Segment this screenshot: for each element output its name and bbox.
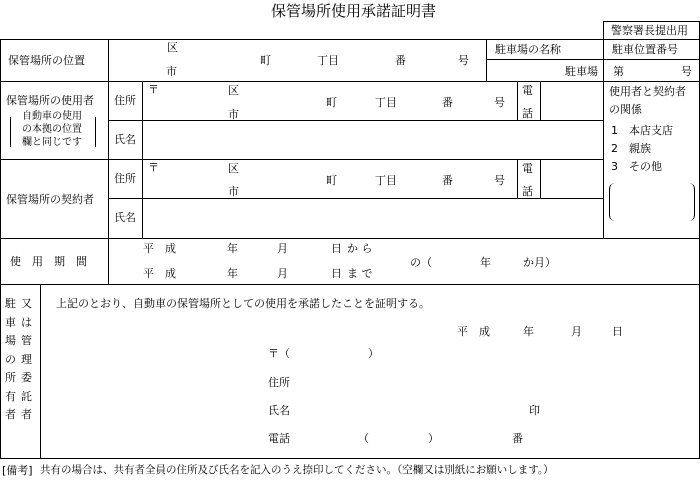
contractor-ku: 区 [228, 162, 239, 175]
parking-pos-label: 駐車位置番号 [612, 43, 678, 56]
certifier-name-label: 氏名 [268, 404, 290, 417]
parking-lot-label: 駐車場 [565, 65, 598, 78]
location-ku: 区 [167, 41, 178, 54]
period-from-nen: 年 [227, 242, 238, 255]
period-to-nen: 年 [227, 267, 238, 280]
certifier-phone-close: ） [428, 432, 439, 445]
remarks-label: [備考] [2, 464, 33, 477]
period-to-tsuki: 月 [277, 267, 288, 280]
parking-name-label: 駐車場の名称 [495, 43, 561, 56]
contractor-name-label: 氏名 [114, 211, 136, 224]
user-note-line1: 自動車の使用 [22, 111, 82, 122]
period-from-suffix: か ら [347, 242, 373, 255]
contractor-label: 保管場所の契約者 [6, 193, 94, 206]
contractor-shi: 市 [228, 185, 239, 198]
contractor-tel-label-2: 話 [522, 185, 533, 198]
user-name-label: 氏名 [114, 133, 136, 146]
parking-dai: 第 [613, 65, 624, 78]
user-ku: 区 [228, 84, 239, 97]
certifier-date-era: 平 成 [457, 325, 490, 338]
certifier-date-nen: 年 [523, 325, 534, 338]
relation-option-2: 2 親族 [611, 142, 651, 155]
certifier-label-col1: 駐 車 場 の 所 有 者 [5, 297, 16, 421]
period-to-era: 平 成 [143, 267, 176, 280]
certifier-phone-label: 電話 [268, 432, 290, 445]
period-to-hi: 日 [331, 267, 342, 280]
certifier-statement: 上記のとおり、自動車の保管場所としての使用を承諾したことを証明する。 [56, 297, 430, 310]
certifier-phone-ban: 番 [512, 432, 523, 445]
location-machi: 町 [260, 54, 271, 67]
certifier-seal: 印 [529, 404, 540, 417]
contractor-chome: 丁目 [375, 174, 397, 187]
user-label: 保管場所の使用者 [6, 94, 94, 107]
contractor-ban: 番 [442, 174, 453, 187]
relation-heading-2: の関係 [609, 103, 642, 116]
location-shi: 市 [166, 65, 177, 78]
page-title: 保管場所使用承諾証明書 [271, 2, 437, 20]
user-shi: 市 [228, 108, 239, 121]
certifier-label-col2: 又 は 管 理 委 託 者 [21, 297, 32, 421]
user-note-line2: の本拠の位置 [22, 124, 82, 135]
parking-go: 号 [681, 65, 692, 78]
period-duration-nen: 年 [480, 256, 491, 269]
period-to-suffix: ま で [347, 267, 373, 280]
period-duration-months: か月） [523, 256, 556, 269]
contractor-address-label: 住所 [114, 172, 136, 185]
location-go: 号 [458, 54, 469, 67]
period-label: 使 用 期 間 [10, 255, 87, 268]
certifier-phone-open: （ [358, 432, 369, 445]
period-from-hi: 日 [331, 242, 342, 255]
user-address-label: 住所 [114, 94, 136, 107]
contractor-tel-label-1: 電 [522, 162, 533, 175]
period-from-tsuki: 月 [277, 242, 288, 255]
location-chome: 丁目 [317, 54, 339, 67]
contractor-postal: 〒 [148, 161, 159, 174]
relation-option-1: 1 本店支店 [611, 124, 673, 137]
certifier-date-hi: 日 [612, 325, 623, 338]
user-tel-label-2: 話 [522, 107, 533, 120]
user-chome: 丁目 [375, 96, 397, 109]
police-box-heading: 警察署長提出用 [611, 24, 688, 37]
user-tel-label-1: 電 [522, 84, 533, 97]
relation-option-3: 3 その他 [611, 160, 662, 173]
user-postal: 〒 [148, 83, 159, 96]
certifier-address-label: 住所 [268, 376, 290, 389]
location-ban: 番 [395, 54, 406, 67]
relation-heading-1: 使用者と契約者 [609, 85, 686, 98]
user-note-line3: 欄と同じです [22, 137, 82, 148]
contractor-go: 号 [494, 174, 505, 187]
certifier-date-tsuki: 月 [571, 325, 582, 338]
certifier-postal: 〒（ [268, 347, 290, 360]
location-label: 保管場所の位置 [8, 54, 85, 67]
period-from-era: 平 成 [143, 242, 176, 255]
user-ban: 番 [442, 96, 453, 109]
relation-bracket [609, 183, 695, 221]
certifier-postal-close: ） [368, 347, 379, 360]
period-duration-no: の（ [410, 256, 432, 269]
user-machi: 町 [326, 96, 337, 109]
remarks-text: 共有の場合は、共有者全員の住所及び氏名を記入のうえ捺印してください。（空欄又は別紙にお願いします。） [40, 464, 554, 476]
user-go: 号 [494, 96, 505, 109]
contractor-machi: 町 [326, 174, 337, 187]
